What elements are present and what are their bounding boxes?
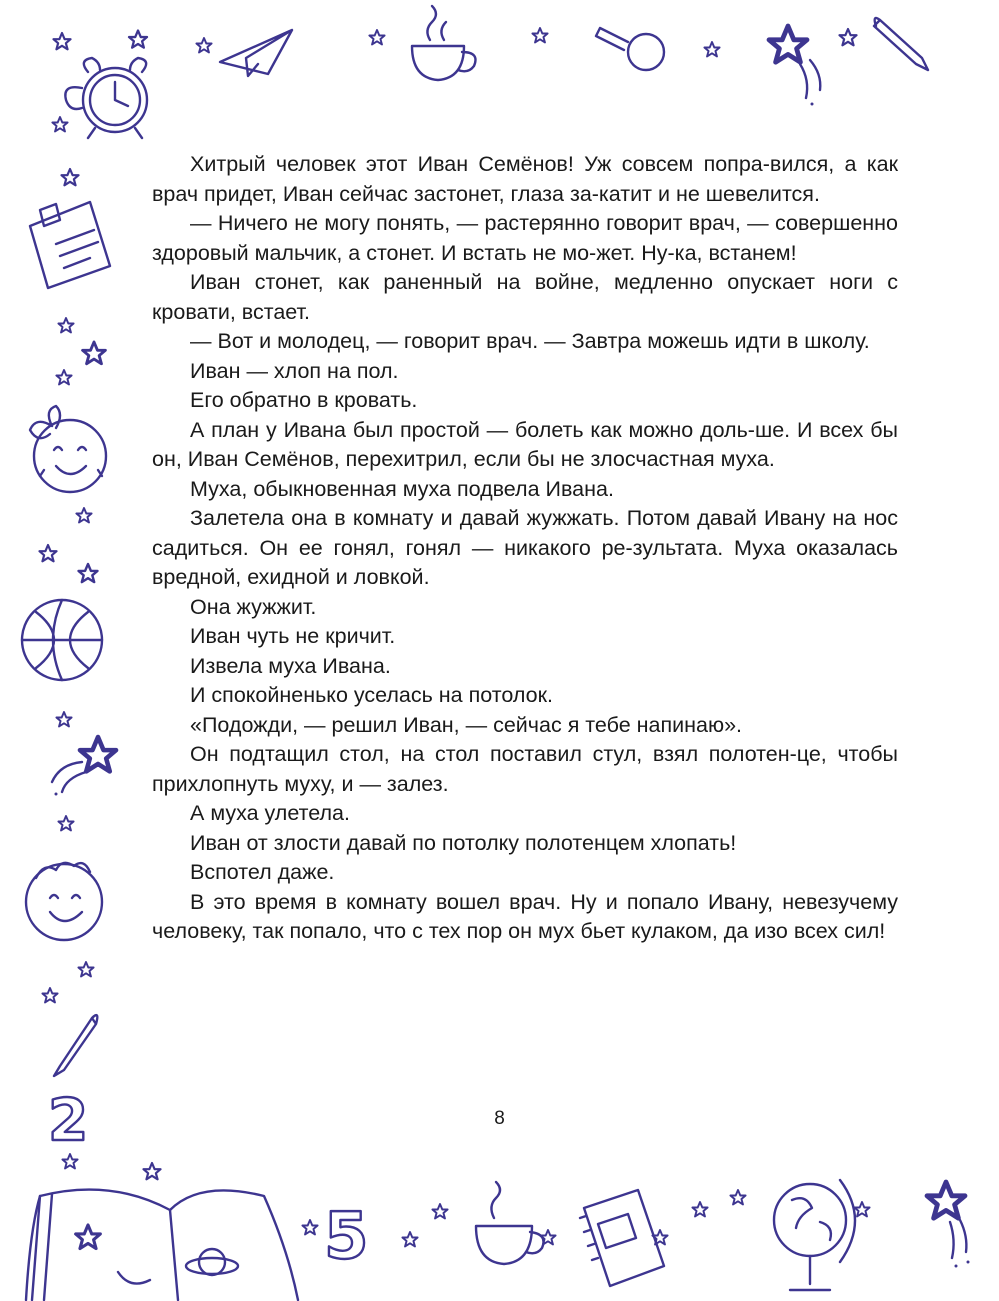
story-text <box>152 150 898 947</box>
shooting-star-icon <box>52 737 116 796</box>
pen-icon <box>54 1015 97 1076</box>
story-paragraph: — Вот и молодец, — говорит врач. — Завтра можешь идти в школу. <box>190 329 870 353</box>
story-paragraph: А план у Ивана был простой — болеть как можно доль-ше. И всех бы он, Иван Семёнов, перехитрил, если бы не злосчастная муха. <box>152 417 898 471</box>
story-paragraph: — Ничего не могу понять, — растерянно говорит врач, — совершенно здоровый мальчик, а стонет. И встать не мо-жет. Ну-ка, встанем! <box>152 211 898 265</box>
sticky-note-icon <box>30 202 110 288</box>
story-paragraph: Его обратно в кровать. <box>190 388 418 412</box>
story-paragraph: Иван стонет, как раненный на войне, медленно опускает ноги с кровати, встает. <box>152 270 898 324</box>
story-paragraph: А муха улетела. <box>190 801 350 825</box>
story-paragraph: «Подожди, — решил Иван, — сейчас я тебе напинаю». <box>190 712 742 737</box>
story-paragraph: Иван — хлоп на пол. <box>190 358 399 383</box>
story-paragraph: Муха, обыкновенная муха подвела Ивана. <box>190 476 614 501</box>
digit-five-decoration: 5 <box>324 1200 369 1274</box>
alarm-clock-icon <box>65 58 147 138</box>
story-paragraph: Залетела она в комнату и давай жужжать. Потом давай Ивану на нос садиться. Он ее гонял, гонял — никакого ре-зультата. Муха оказалась вредной, ехидной и ловкой. <box>152 506 898 589</box>
open-book-icon <box>26 1190 298 1300</box>
page-number: 8 <box>494 1108 505 1129</box>
shooting-star-icon <box>769 26 820 106</box>
story-paragraph: Иван от злости давай по потолку полотенцем хлопать! <box>190 830 737 855</box>
story-paragraph: Извела муха Ивана. <box>190 653 391 678</box>
shooting-star-icon <box>927 1182 970 1268</box>
girl-face-icon <box>30 406 106 492</box>
story-paragraph: И спокойненько уселась на потолок. <box>190 683 553 707</box>
globe-icon <box>774 1180 855 1290</box>
digit-two-decoration: 2 <box>48 1086 89 1154</box>
story-paragraph: Она жужжит. <box>190 594 317 619</box>
coffee-cup-icon <box>412 6 476 80</box>
pen-icon <box>874 18 928 70</box>
magnifier-icon <box>596 28 664 70</box>
coffee-cup-icon <box>476 1182 544 1264</box>
paper-plane-icon <box>220 30 292 76</box>
ball-icon <box>22 600 102 680</box>
story-paragraph: В это время в комнату вошел врач. Ну и попало Ивану, невезучему человеку, так попало, что с тех пор он мух бьет кулаком, да изо всех сил! <box>152 889 898 943</box>
story-paragraph: Вспотел даже. <box>190 860 335 884</box>
story-paragraph: Хитрый человек этот Иван Семёнов! Уж совсем попра-вился, а как врач придет, Иван сейчас застонет, глаза за-катит и не шевелится. <box>152 152 898 206</box>
story-paragraph: Иван чуть не кричит. <box>190 624 396 648</box>
boy-face-icon <box>26 863 102 940</box>
story-paragraph: Он подтащил стол, на стол поставил стул, взял полотен-це, чтобы прихлопнуть муху, и — залез. <box>152 742 898 796</box>
notebook-icon <box>580 1190 664 1286</box>
